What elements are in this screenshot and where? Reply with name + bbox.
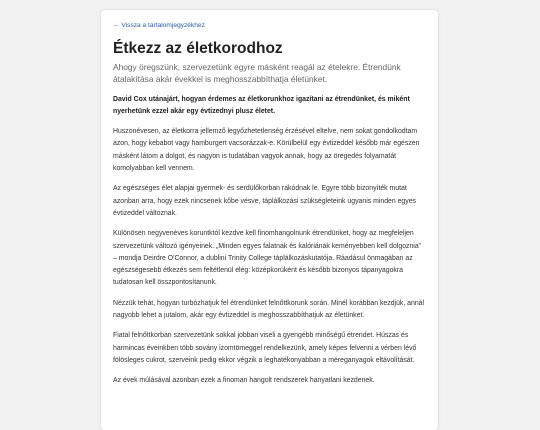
article-paragraph: Fiatal felnőttkorban szervezetünk sokkal jobban viseli a gyengébb minőségű étrendet. Húszas és harmincas éveinkben több sovány izomtömeggel rendelkezünk, amely képes felvenni a vérben lévő fölösleges cukrot, szerveink pedig ekkor végzik a leghatékonyabban a méreganyagok eltávolítását.	[113, 332, 417, 364]
back-to-contents-link[interactable]: ← Vissza a tartalomjegyzékhez	[113, 22, 205, 29]
article-paragraph: Huszonévesen, az életkorra jellemző legyőzhetetlenség érzésével eltelve, nem sokat gondolkodtam azon, hogy kebabot vagy hamburgert vacsorázzak-e. Körülbelül egy évtizeddel később már egészen másként látom a dolgot, és nagyon is tudatában vagyok annak, hogy az öregedés folyamatát komolyabban kell vennem.	[113, 128, 420, 173]
article-subtitle: Ahogy öregszünk, szervezetünk egyre másként reagál az ételekre. Étrendünk átalakítása akár évekkel is meghosszabbíthatja életünket.	[113, 62, 401, 84]
article-paragraph: Különösen negyvenéves koruntktól kezdve kell finomhangolnunk étrendünket, hogy az megfeleljen szervezetünk változó igényeinek. „Minden egyes falatnak és kalóriának keményebben kell dolgoznia” – mondja Deirdre O'Connor, a dublini Trinity College táplálkozáskutatója. Ráadásul önmagában az egészségesebb étkezés sem feltétlenül elég: középkorúként és később bizonyos tápanyagokra tudatosan kell összpontosítanunk.	[113, 230, 421, 287]
article-paragraph: Nézzük tehát, hogyan turbózhatjuk fel étrendünket felnőttkorunk során. Minél korábban kezdjük, annál nagyobb lehet a jutalom, akár egy évtizeddel is meghosszabbíthatjuk az életünket.	[113, 299, 425, 320]
article-card	[101, 10, 438, 430]
article-title: Étkezz az életkorodhoz	[113, 40, 283, 57]
article-paragraph: Az egészséges élet alapjai gyermek- és serdülőkorban rakódnak le. Egyre több bizonyíték mutat azonban arra, hogy ezek nincsenek kőbe vésve, táplálkozási szükségleteink ugyanis minden egyes évtizeddel változnak.	[113, 185, 416, 217]
article-paragraph: Az évek múlásával azonban ezek a finoman hangolt rendszerek hanyatlani kezdenek.	[113, 377, 375, 385]
article-lead: David Cox utánajárt, hogyan érdemes az életkorunkhoz igazítani az étrendünket, és miként nyerhetünk ezzel akár egy évtizednyi plusz életet.	[113, 95, 410, 115]
